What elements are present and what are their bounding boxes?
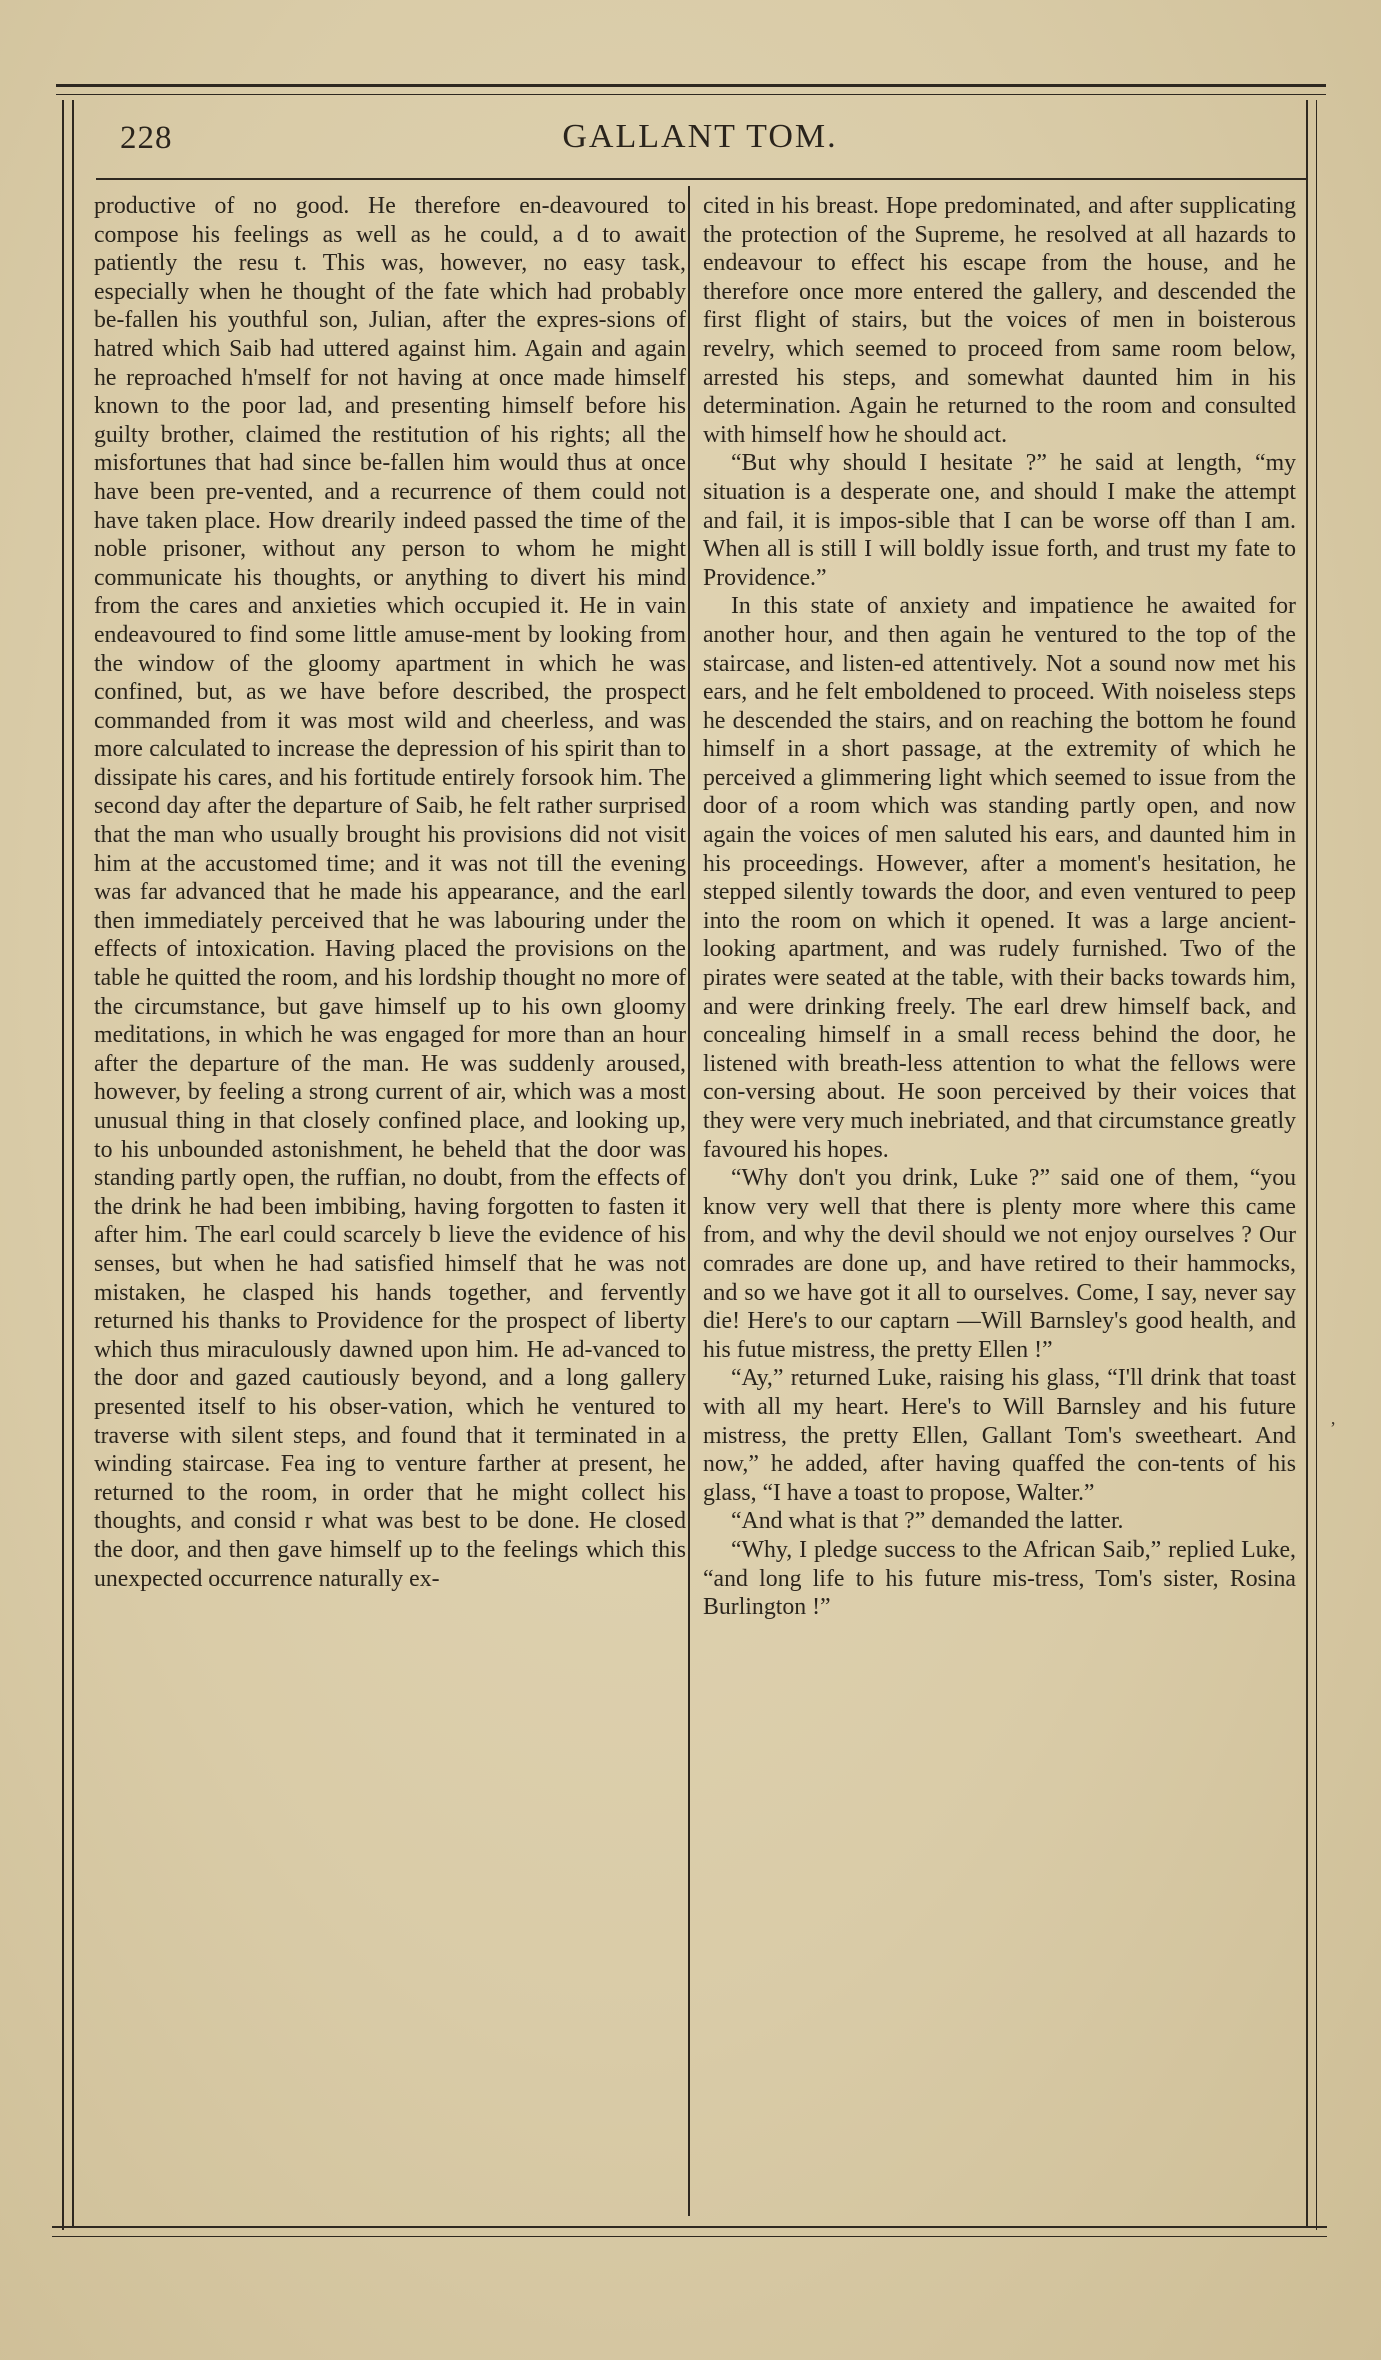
top-border-thin-rule xyxy=(56,94,1326,95)
page-header xyxy=(100,116,1300,172)
bottom-border-rule xyxy=(52,2226,1327,2228)
margin-mark: ’ xyxy=(1330,1418,1336,1438)
paragraph: “Ay,” returned Luke, raising his glass, “I'll drink that toast with all my heart. Here's to Will Barnsley and his future mistress, the pretty Ellen, Gallant Tom's sweetheart. And now,” he added, after having quaffed the con-tents of his glass, “I have a toast to propose, Walter.” xyxy=(703,1365,1296,1506)
paragraph: “And what is that ?” demanded the latter. xyxy=(731,1508,1124,1535)
right-border-inner-rule xyxy=(1306,100,1308,2226)
right-border-rule xyxy=(1316,100,1317,2230)
paragraph: productive of no good. He therefore en-deavoured to compose his feelings as well as he could, a d to await patiently the resu t. This was, however, no easy task, especially when he thought of the fate which had probably be-fallen his youthful son, Julian, after the expres-sions of hatred which Saib had uttered against him. Again and again he reproached h'mself for not having at once made himself known to the poor lad, and presenting himself before his guilty brother, claimed the restitution of his rights; all the misfortunes that had since be-fallen him would thus at once have been pre-vented, and a recurrence of them could not have taken place. How drearily indeed passed the time of the noble prisoner, without any person to whom he might communicate his thoughts, or anything to divert his mind from the cares and anxieties which occupied it. He in vain endeavoured to find some little amuse-ment by looking from the window of the gloomy apartment in which he was confined, but, as we have before described, the prospect commanded from it was most wild and cheerless, and was more calculated to increase the depression of his spirit than to dissipate his cares, and his fortitude entirely forsook him. The second day after the departure of Saib, he felt rather surprised that the man who usually brought his provisions did not visit him at the accustomed time; and it was not till the evening was far advanced that he made his appearance, and the earl then immediately perceived that he was labouring under the effects of intoxication. Having placed the provisions on the table he quitted the room, and his lordship thought no more of the circumstance, but gave himself up to his own gloomy meditations, in which he was engaged for more than an hour after the departure of the man. He was suddenly aroused, however, by feeling a strong current of air, which was a most unusual thing in that closely confined place, and looking up, to his unbounded astonishment, he beheld that the door was standing partly open, the ruffian, no doubt, from the effects of the drink he had been imbibing, having forgotten to fasten it after him. The earl could scarcely b lieve the evidence of his senses, but when he had satisfied himself that he was not mistaken, he clasped his hands together, and fervently returned his thanks to Providence for the prospect of liberty which thus miraculously dawned upon him. He ad-vanced to the door and gazed cautiously beyond, and a long gallery presented itself to his obser-vation, which he ventured to traverse with silent steps, and found that it terminated in a winding staircase. Fea ing to venture farther at present, he returned to the room, in order that he might collect his thoughts, and consid r what was best to be done. He closed the door, and then gave himself up to the feelings which this unexpected occurrence naturally ex- xyxy=(94,193,686,1592)
top-border-rule xyxy=(56,84,1326,87)
header-rule xyxy=(96,178,1308,180)
bottom-border-thin-rule xyxy=(52,2236,1327,2237)
right-column xyxy=(703,192,1296,1622)
left-border-rule xyxy=(62,100,64,2230)
page-number: 228 xyxy=(120,120,173,156)
paragraph: “But why should I hesitate ?” he said at length, “my situation is a desperate one, and should I make the attempt and fail, it is impos-sible that I can be worse off than I am. When all is still I will boldly issue forth, and trust my fate to Providence.” xyxy=(703,450,1296,591)
running-title: GALLANT TOM. xyxy=(562,118,838,155)
paragraph: In this state of anxiety and impatience he awaited for another hour, and then again he ventured to the top of the staircase, and listen-ed attentively. Not a sound now met his ears, and he felt emboldened to proceed. With noiseless steps he descended the stairs, and on reaching the bottom he found himself in a short passage, at the extremity of which he perceived a glimmering light which seemed to issue from the door of a room which was standing partly open, and now again the voices of men saluted his ears, and daunted him in his proceedings. However, after a moment's hesitation, he stepped silently towards the door, and even ventured to peep into the room on which it opened. It was a large ancient-looking apartment, and was rudely furnished. Two of the pirates were seated at the table, with their backs towards him, and were drinking freely. The earl drew himself back, and concealing himself in a small recess behind the door, he listened with breath-less attention to what the fellows were con-versing about. He soon perceived by their voices that they were very much inebriated, and that circumstance greatly favoured his hopes. xyxy=(703,593,1296,1163)
paragraph: cited in his breast. Hope predominated, and after supplicating the protection of the Supreme, he resolved at all hazards to endeavour to effect his escape from the house, and he therefore once more entered the gallery, and descended the first flight of stairs, but the voices of men in boisterous revelry, which seemed to proceed from same room below, arrested his steps, and somewhat daunted him in his determination. Again he returned to the room and consulted with himself how he should act. xyxy=(703,193,1296,448)
paragraph: “Why, I pledge success to the African Saib,” replied Luke, “and long life to his future mis-tress, Tom's sister, Rosina Burlington !” xyxy=(703,1536,1296,1621)
column-divider xyxy=(688,186,690,2216)
left-border-inner-rule xyxy=(72,100,74,2226)
left-column xyxy=(94,192,686,1593)
paragraph: “Why don't you drink, Luke ?” said one of them, “you know very well that there is plenty more where this came from, and why the devil should we not enjoy ourselves ? Our comrades are done up, and have retired to their hammocks, and so we have got it all to ourselves. Come, I say, never say die! Here's to our captarn —Will Barnsley's good health, and his futue mistress, the pretty Ellen !” xyxy=(703,1165,1296,1363)
